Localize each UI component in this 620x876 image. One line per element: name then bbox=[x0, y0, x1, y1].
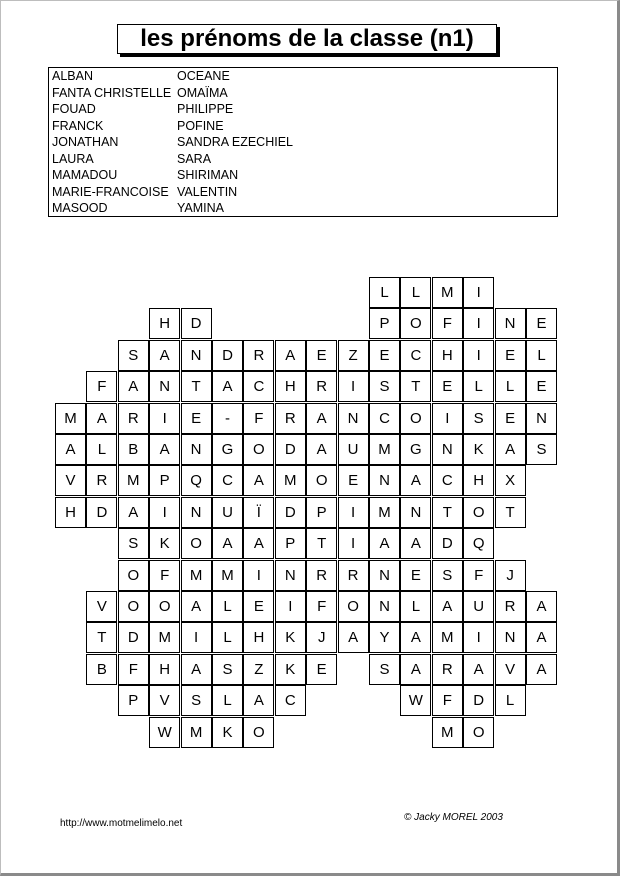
grid-cell[interactable]: A bbox=[526, 591, 557, 622]
grid-cell[interactable]: I bbox=[463, 340, 494, 371]
grid-cell[interactable]: N bbox=[149, 371, 180, 402]
grid-cell[interactable]: N bbox=[181, 497, 212, 528]
grid-cell[interactable]: A bbox=[55, 434, 86, 465]
grid-cell[interactable]: A bbox=[212, 528, 243, 559]
grid-cell[interactable]: R bbox=[275, 403, 306, 434]
grid-cell[interactable]: K bbox=[275, 654, 306, 685]
grid-cell[interactable]: O bbox=[149, 591, 180, 622]
grid-cell[interactable]: D bbox=[118, 622, 149, 653]
grid-cell[interactable]: O bbox=[400, 403, 431, 434]
grid-cell[interactable]: H bbox=[432, 340, 463, 371]
grid-cell[interactable]: D bbox=[432, 528, 463, 559]
grid-cell[interactable]: J bbox=[495, 560, 526, 591]
grid-cell[interactable]: E bbox=[181, 403, 212, 434]
word-list-item: FANTA CHRISTELLE bbox=[52, 85, 172, 100]
word-list-item: SANDRA EZECHIEL bbox=[177, 135, 294, 149]
grid-cell[interactable]: F bbox=[243, 403, 274, 434]
grid-cell[interactable]: T bbox=[432, 497, 463, 528]
grid-cell[interactable]: L bbox=[400, 591, 431, 622]
grid-cell[interactable]: M bbox=[118, 465, 149, 496]
grid-cell[interactable]: L bbox=[212, 685, 243, 716]
word-list-right-column bbox=[177, 68, 293, 217]
grid-cell[interactable]: O bbox=[463, 717, 494, 748]
grid-cell[interactable]: M bbox=[432, 717, 463, 748]
grid-cell[interactable]: M bbox=[181, 717, 212, 748]
grid-cell[interactable]: R bbox=[243, 340, 274, 371]
grid-cell[interactable]: D bbox=[212, 340, 243, 371]
grid-cell[interactable]: B bbox=[86, 654, 117, 685]
grid-cell[interactable]: M bbox=[212, 560, 243, 591]
grid-cell[interactable]: A bbox=[495, 434, 526, 465]
grid-cell[interactable]: H bbox=[275, 371, 306, 402]
word-list-item: SARA bbox=[177, 151, 212, 166]
word-list-left-column bbox=[52, 68, 171, 217]
grid-cell[interactable]: I bbox=[149, 403, 180, 434]
grid-cell[interactable]: S bbox=[463, 403, 494, 434]
grid-cell[interactable]: A bbox=[432, 591, 463, 622]
grid-cell[interactable]: O bbox=[118, 560, 149, 591]
grid-cell[interactable]: C bbox=[275, 685, 306, 716]
grid-cell[interactable]: A bbox=[149, 340, 180, 371]
grid-cell[interactable]: S bbox=[181, 685, 212, 716]
grid-cell[interactable]: P bbox=[369, 308, 400, 339]
grid-cell[interactable]: I bbox=[463, 622, 494, 653]
word-list-item: FRANCK bbox=[52, 118, 104, 133]
grid-cell[interactable]: Q bbox=[181, 465, 212, 496]
grid-cell[interactable]: S bbox=[212, 654, 243, 685]
word-list-item: PHILIPPE bbox=[177, 102, 234, 116]
grid-cell[interactable]: A bbox=[400, 528, 431, 559]
grid-cell[interactable]: K bbox=[149, 528, 180, 559]
grid-cell[interactable]: C bbox=[369, 403, 400, 434]
grid-cell[interactable]: G bbox=[212, 434, 243, 465]
grid-cell[interactable]: C bbox=[243, 371, 274, 402]
grid-cell[interactable]: A bbox=[118, 497, 149, 528]
grid-cell[interactable]: O bbox=[400, 308, 431, 339]
grid-cell[interactable]: A bbox=[149, 434, 180, 465]
grid-cell[interactable]: F bbox=[306, 591, 337, 622]
grid-cell[interactable]: A bbox=[369, 528, 400, 559]
word-list-item: VALENTIN bbox=[177, 184, 238, 199]
grid-cell[interactable]: S bbox=[118, 340, 149, 371]
grid-cell[interactable]: N bbox=[369, 591, 400, 622]
grid-cell[interactable]: U bbox=[463, 591, 494, 622]
grid-cell[interactable]: A bbox=[243, 465, 274, 496]
grid-cell[interactable]: L bbox=[369, 277, 400, 308]
grid-cell[interactable]: A bbox=[526, 622, 557, 653]
word-list-item: LAURA bbox=[52, 151, 94, 166]
page-title: les prénoms de la classe (n1) bbox=[117, 24, 497, 54]
grid-cell[interactable]: R bbox=[432, 654, 463, 685]
grid-cell[interactable]: H bbox=[55, 497, 86, 528]
grid-cell[interactable]: H bbox=[149, 654, 180, 685]
grid-cell[interactable]: A bbox=[181, 591, 212, 622]
grid-cell[interactable]: M bbox=[55, 403, 86, 434]
grid-cell[interactable]: E bbox=[432, 371, 463, 402]
grid-cell[interactable]: O bbox=[181, 528, 212, 559]
grid-cell[interactable]: V bbox=[149, 685, 180, 716]
grid-cell[interactable]: P bbox=[275, 528, 306, 559]
grid-cell[interactable]: E bbox=[526, 308, 557, 339]
grid-cell[interactable]: I bbox=[463, 277, 494, 308]
grid-cell[interactable]: I bbox=[338, 528, 369, 559]
grid-cell[interactable]: S bbox=[369, 654, 400, 685]
grid-cell[interactable]: L bbox=[212, 591, 243, 622]
grid-cell[interactable]: M bbox=[369, 497, 400, 528]
grid-cell[interactable]: C bbox=[432, 465, 463, 496]
grid-cell[interactable]: G bbox=[400, 434, 431, 465]
grid-cell[interactable]: R bbox=[306, 560, 337, 591]
grid-cell[interactable]: I bbox=[463, 308, 494, 339]
grid-cell[interactable]: E bbox=[306, 340, 337, 371]
grid-cell[interactable]: M bbox=[369, 434, 400, 465]
grid-cell[interactable]: E bbox=[243, 591, 274, 622]
grid-cell[interactable]: Y bbox=[369, 622, 400, 653]
grid-cell[interactable]: J bbox=[306, 622, 337, 653]
word-list-item: FOUAD bbox=[52, 102, 96, 116]
grid-cell[interactable]: R bbox=[118, 403, 149, 434]
word-list-item: OMAÏMA bbox=[177, 85, 228, 100]
grid-cell[interactable]: A bbox=[338, 622, 369, 653]
word-list-item: MASOOD bbox=[52, 201, 108, 215]
grid-cell[interactable]: H bbox=[463, 465, 494, 496]
word-list-item: POFINE bbox=[177, 118, 224, 133]
grid-cell[interactable]: A bbox=[275, 340, 306, 371]
grid-cell[interactable]: L bbox=[212, 622, 243, 653]
grid-cell[interactable]: D bbox=[463, 685, 494, 716]
grid-cell[interactable]: K bbox=[212, 717, 243, 748]
grid-cell[interactable]: W bbox=[149, 717, 180, 748]
grid-cell[interactable]: Q bbox=[463, 528, 494, 559]
grid-cell[interactable]: S bbox=[118, 528, 149, 559]
grid-cell[interactable]: T bbox=[306, 528, 337, 559]
word-list bbox=[48, 67, 558, 217]
grid-cell[interactable]: F bbox=[432, 685, 463, 716]
grid-cell[interactable]: A bbox=[86, 403, 117, 434]
grid-cell[interactable]: O bbox=[463, 497, 494, 528]
grid-cell[interactable]: N bbox=[181, 434, 212, 465]
grid-cell[interactable]: F bbox=[463, 560, 494, 591]
grid-cell[interactable]: U bbox=[212, 497, 243, 528]
grid-cell[interactable]: N bbox=[338, 403, 369, 434]
grid-cell[interactable]: N bbox=[400, 497, 431, 528]
grid-cell[interactable]: Z bbox=[243, 654, 274, 685]
grid-cell[interactable]: W bbox=[400, 685, 431, 716]
grid-cell[interactable]: Z bbox=[338, 340, 369, 371]
grid-cell[interactable]: L bbox=[463, 371, 494, 402]
grid-cell[interactable]: M bbox=[181, 560, 212, 591]
grid-cell[interactable]: H bbox=[149, 308, 180, 339]
grid-cell[interactable]: D bbox=[275, 434, 306, 465]
grid-cell[interactable]: N bbox=[495, 622, 526, 653]
word-list-item: OCEANE bbox=[177, 69, 230, 83]
grid-cell[interactable]: S bbox=[432, 560, 463, 591]
grid-cell[interactable]: V bbox=[86, 591, 117, 622]
grid-cell[interactable]: I bbox=[275, 591, 306, 622]
grid-cell[interactable]: N bbox=[495, 308, 526, 339]
grid-cell[interactable]: A bbox=[400, 622, 431, 653]
grid-cell[interactable]: N bbox=[181, 340, 212, 371]
grid-cell[interactable]: E bbox=[495, 403, 526, 434]
grid-cell[interactable]: E bbox=[306, 654, 337, 685]
grid-cell[interactable]: A bbox=[212, 371, 243, 402]
grid-cell[interactable]: U bbox=[338, 434, 369, 465]
grid-cell[interactable]: F bbox=[118, 654, 149, 685]
grid-cell[interactable]: P bbox=[118, 685, 149, 716]
grid-cell[interactable]: E bbox=[369, 340, 400, 371]
grid-cell[interactable]: I bbox=[338, 371, 369, 402]
grid-cell[interactable]: K bbox=[463, 434, 494, 465]
word-list-item: SHIRIMAN bbox=[177, 168, 239, 182]
grid-cell[interactable]: I bbox=[243, 560, 274, 591]
grid-cell[interactable]: O bbox=[243, 717, 274, 748]
grid-cell[interactable]: I bbox=[432, 403, 463, 434]
grid-cell[interactable]: A bbox=[400, 465, 431, 496]
grid-cell[interactable]: R bbox=[338, 560, 369, 591]
grid-cell[interactable]: L bbox=[495, 371, 526, 402]
grid-cell[interactable]: M bbox=[149, 622, 180, 653]
grid-cell[interactable]: P bbox=[306, 497, 337, 528]
grid-cell[interactable]: Ï bbox=[243, 497, 274, 528]
grid-cell[interactable]: V bbox=[495, 654, 526, 685]
grid-cell[interactable]: F bbox=[86, 371, 117, 402]
grid-cell[interactable]: D bbox=[275, 497, 306, 528]
grid-cell[interactable]: T bbox=[400, 371, 431, 402]
grid-cell[interactable]: V bbox=[55, 465, 86, 496]
grid-cell[interactable]: O bbox=[118, 591, 149, 622]
grid-cell[interactable]: K bbox=[275, 622, 306, 653]
grid-cell[interactable]: X bbox=[495, 465, 526, 496]
grid-cell[interactable]: B bbox=[118, 434, 149, 465]
grid-cell[interactable]: R bbox=[306, 371, 337, 402]
grid-cell[interactable]: D bbox=[181, 308, 212, 339]
copyright-notice: © Jacky MOREL 2003 bbox=[404, 812, 503, 823]
grid-cell[interactable]: M bbox=[432, 622, 463, 653]
grid-cell[interactable]: T bbox=[181, 371, 212, 402]
grid-cell[interactable]: A bbox=[118, 371, 149, 402]
grid-cell[interactable]: R bbox=[86, 465, 117, 496]
grid-cell[interactable]: N bbox=[369, 560, 400, 591]
word-list-item: JONATHAN bbox=[52, 135, 119, 149]
grid-cell[interactable]: A bbox=[306, 434, 337, 465]
grid-cell[interactable]: O bbox=[243, 434, 274, 465]
grid-cell[interactable]: A bbox=[181, 654, 212, 685]
website-url[interactable]: http://www.motmelimelo.net bbox=[60, 818, 183, 829]
grid-cell[interactable]: D bbox=[86, 497, 117, 528]
grid-cell[interactable]: C bbox=[212, 465, 243, 496]
grid-cell[interactable]: E bbox=[338, 465, 369, 496]
grid-cell[interactable]: I bbox=[338, 497, 369, 528]
grid-cell[interactable]: N bbox=[526, 403, 557, 434]
grid-cell[interactable]: A bbox=[306, 403, 337, 434]
grid-cell[interactable]: O bbox=[306, 465, 337, 496]
word-list-item: MARIE-FRANCOISE bbox=[52, 184, 169, 199]
grid-cell[interactable]: A bbox=[463, 654, 494, 685]
word-list-item: YAMINA bbox=[177, 201, 224, 215]
grid-cell[interactable]: R bbox=[495, 591, 526, 622]
grid-cell[interactable]: N bbox=[275, 560, 306, 591]
grid-cell[interactable]: S bbox=[369, 371, 400, 402]
grid-cell[interactable]: - bbox=[212, 403, 243, 434]
grid-cell[interactable]: L bbox=[495, 685, 526, 716]
grid-cell[interactable]: P bbox=[149, 465, 180, 496]
grid-cell[interactable]: H bbox=[243, 622, 274, 653]
grid-cell[interactable]: A bbox=[526, 654, 557, 685]
grid-cell[interactable]: E bbox=[526, 371, 557, 402]
grid-cell[interactable]: I bbox=[149, 497, 180, 528]
word-list-item: ALBAN bbox=[52, 69, 93, 83]
grid-cell[interactable]: L bbox=[86, 434, 117, 465]
grid-cell[interactable]: N bbox=[369, 465, 400, 496]
grid-cell[interactable]: T bbox=[86, 622, 117, 653]
grid-cell[interactable]: N bbox=[432, 434, 463, 465]
grid-cell[interactable]: F bbox=[149, 560, 180, 591]
grid-cell[interactable]: M bbox=[432, 277, 463, 308]
grid-cell[interactable]: M bbox=[275, 465, 306, 496]
grid-cell[interactable]: S bbox=[526, 434, 557, 465]
grid-cell[interactable]: F bbox=[432, 308, 463, 339]
grid-cell[interactable]: A bbox=[243, 528, 274, 559]
grid-cell[interactable]: C bbox=[400, 340, 431, 371]
word-list-item: MAMADOU bbox=[52, 168, 118, 182]
grid-cell[interactable]: A bbox=[243, 685, 274, 716]
grid-cell[interactable]: E bbox=[495, 340, 526, 371]
grid-cell[interactable]: A bbox=[400, 654, 431, 685]
grid-cell[interactable]: L bbox=[400, 277, 431, 308]
grid-cell[interactable]: I bbox=[181, 622, 212, 653]
grid-cell[interactable]: E bbox=[400, 560, 431, 591]
grid-cell[interactable]: O bbox=[338, 591, 369, 622]
grid-cell[interactable]: L bbox=[526, 340, 557, 371]
grid-cell[interactable]: T bbox=[495, 497, 526, 528]
